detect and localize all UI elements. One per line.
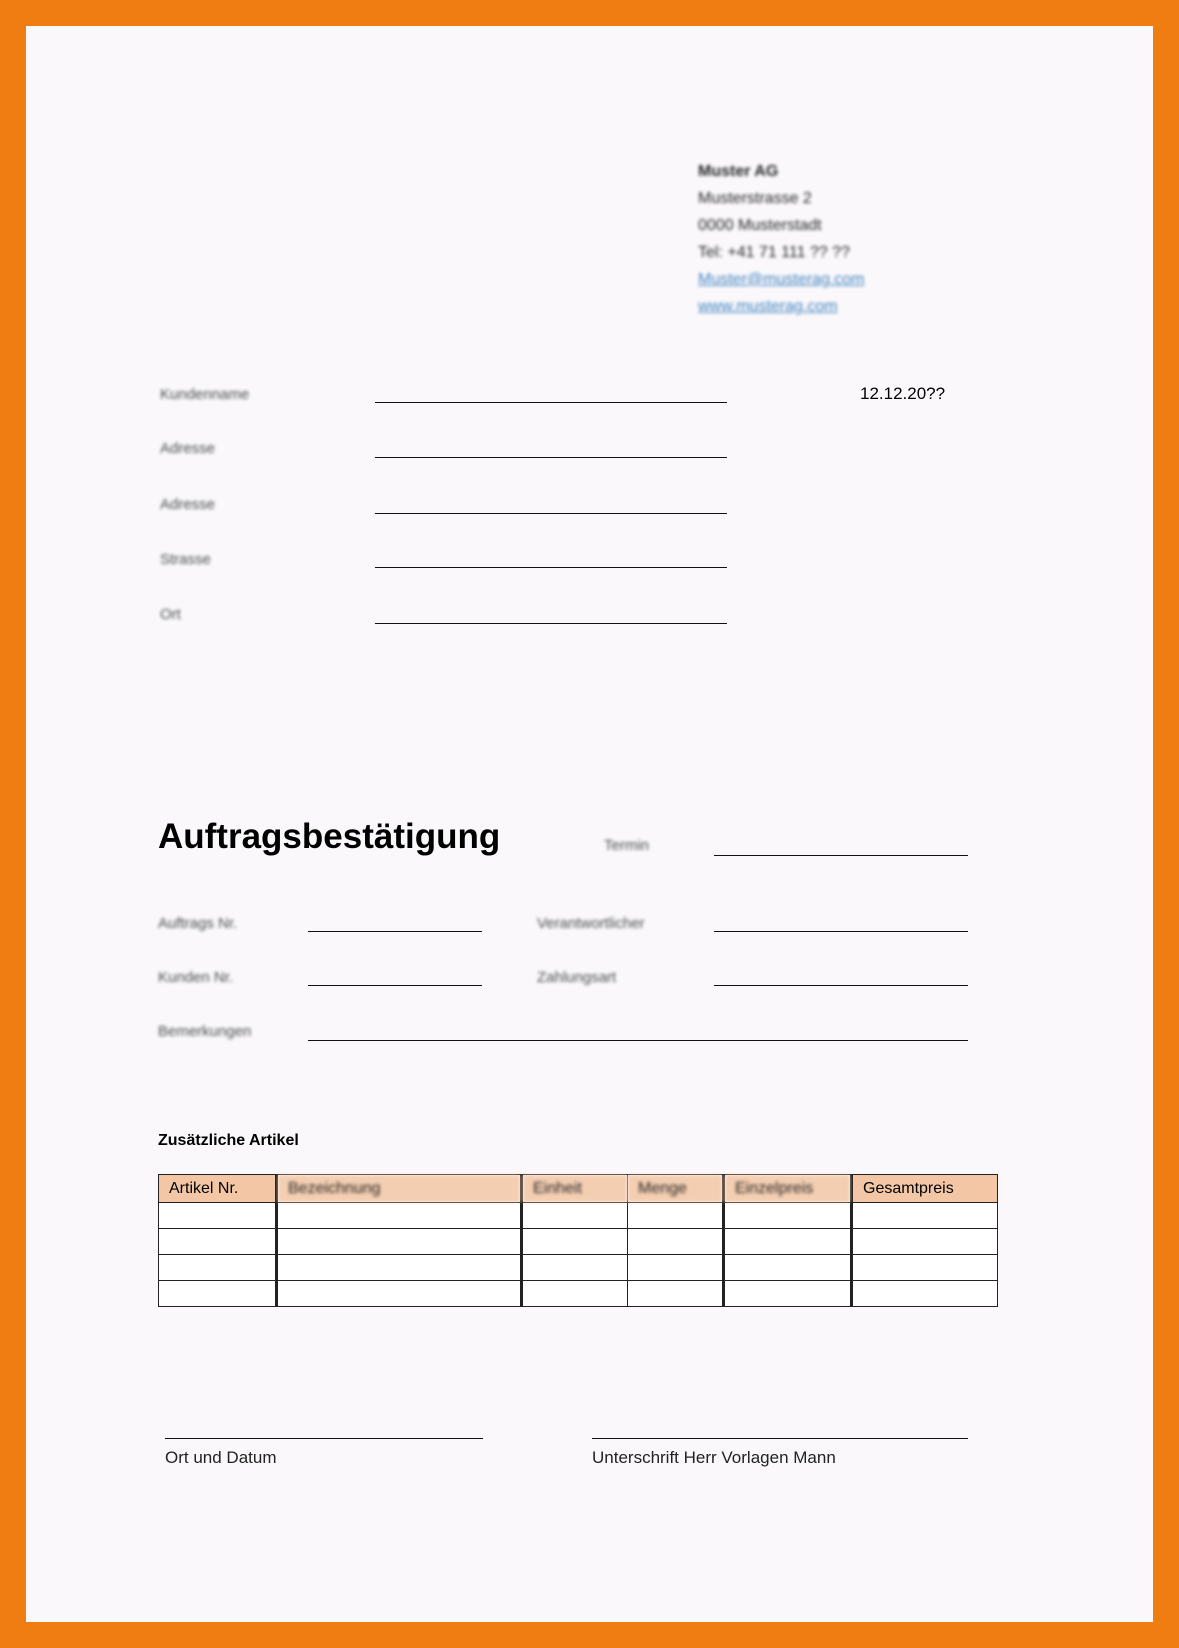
column-header-total-price: Gesamtpreis	[852, 1175, 998, 1203]
company-name: Muster AG	[698, 163, 779, 180]
table-row	[159, 1229, 998, 1255]
table-cell[interactable]	[852, 1229, 998, 1255]
table-cell[interactable]	[628, 1281, 724, 1307]
order-number-line[interactable]	[308, 931, 482, 932]
table-cell[interactable]	[277, 1203, 522, 1229]
additional-articles-title: Zusätzliche Artikel	[158, 1132, 299, 1149]
customer-number-line[interactable]	[308, 985, 482, 986]
column-header-unit: Einheit	[522, 1175, 628, 1203]
table-row	[159, 1203, 998, 1229]
document-date: 12.12.20??	[860, 384, 946, 403]
table-cell[interactable]	[724, 1255, 852, 1281]
column-header-quantity: Menge	[628, 1175, 724, 1203]
place-date-label: Ort und Datum	[165, 1448, 277, 1467]
table-cell[interactable]	[522, 1229, 628, 1255]
termin-line[interactable]	[714, 855, 968, 856]
responsible-line[interactable]	[714, 931, 968, 932]
table-cell[interactable]	[159, 1203, 277, 1229]
remarks-label: Bemerkungen	[158, 1023, 252, 1040]
table-cell[interactable]	[277, 1255, 522, 1281]
payment-method-line[interactable]	[714, 985, 968, 986]
document-title: Auftragsbestätigung	[158, 817, 501, 856]
table-cell[interactable]	[724, 1203, 852, 1229]
table-cell[interactable]	[159, 1229, 277, 1255]
table-cell[interactable]	[724, 1229, 852, 1255]
company-street: Musterstrasse 2	[698, 190, 812, 207]
table-cell[interactable]	[628, 1229, 724, 1255]
street-label: Strasse	[160, 551, 211, 568]
table-row	[159, 1255, 998, 1281]
table-cell[interactable]	[159, 1255, 277, 1281]
company-phone: Tel: +41 71 111 ?? ??	[698, 244, 850, 261]
table-cell[interactable]	[277, 1281, 522, 1307]
termin-label: Termin	[604, 837, 650, 854]
company-website-link[interactable]: www.musterag.com	[698, 298, 838, 315]
address-label-1: Adresse	[160, 440, 216, 457]
company-email-link[interactable]: Muster@musterag.com	[698, 271, 865, 288]
table-cell[interactable]	[852, 1281, 998, 1307]
company-city: 0000 Musterstadt	[698, 217, 822, 234]
table-cell[interactable]	[522, 1203, 628, 1229]
place-date-line[interactable]	[165, 1438, 483, 1439]
responsible-label: Verantwortlicher	[537, 915, 645, 932]
address-line-2[interactable]	[375, 513, 727, 514]
table-cell[interactable]	[852, 1203, 998, 1229]
column-header-description: Bezeichnung	[277, 1175, 522, 1203]
remarks-line[interactable]	[308, 1040, 968, 1041]
street-line[interactable]	[375, 567, 727, 568]
customer-name-line[interactable]	[375, 402, 727, 403]
table-cell[interactable]	[724, 1281, 852, 1307]
column-header-article-number: Artikel Nr.	[159, 1175, 277, 1203]
address-label-2: Adresse	[160, 496, 216, 513]
table-cell[interactable]	[628, 1203, 724, 1229]
city-label: Ort	[160, 606, 181, 623]
customer-name-label: Kundenname	[160, 386, 250, 403]
signature-label: Unterschrift Herr Vorlagen Mann	[592, 1448, 836, 1467]
customer-number-label: Kunden Nr.	[158, 969, 234, 986]
table-cell[interactable]	[159, 1281, 277, 1307]
company-address-block	[698, 158, 1018, 320]
column-header-unit-price: Einzelpreis	[724, 1175, 852, 1203]
signature-line[interactable]	[592, 1438, 968, 1439]
city-line[interactable]	[375, 623, 727, 624]
table-cell[interactable]	[852, 1255, 998, 1281]
table-cell[interactable]	[522, 1255, 628, 1281]
articles-table	[158, 1174, 998, 1307]
payment-method-label: Zahlungsart	[537, 969, 617, 986]
table-row	[159, 1281, 998, 1307]
table-cell[interactable]	[628, 1255, 724, 1281]
articles-header-row	[159, 1175, 998, 1203]
order-number-label: Auftrags Nr.	[158, 915, 238, 932]
table-cell[interactable]	[277, 1229, 522, 1255]
address-line-1[interactable]	[375, 457, 727, 458]
table-cell[interactable]	[522, 1281, 628, 1307]
